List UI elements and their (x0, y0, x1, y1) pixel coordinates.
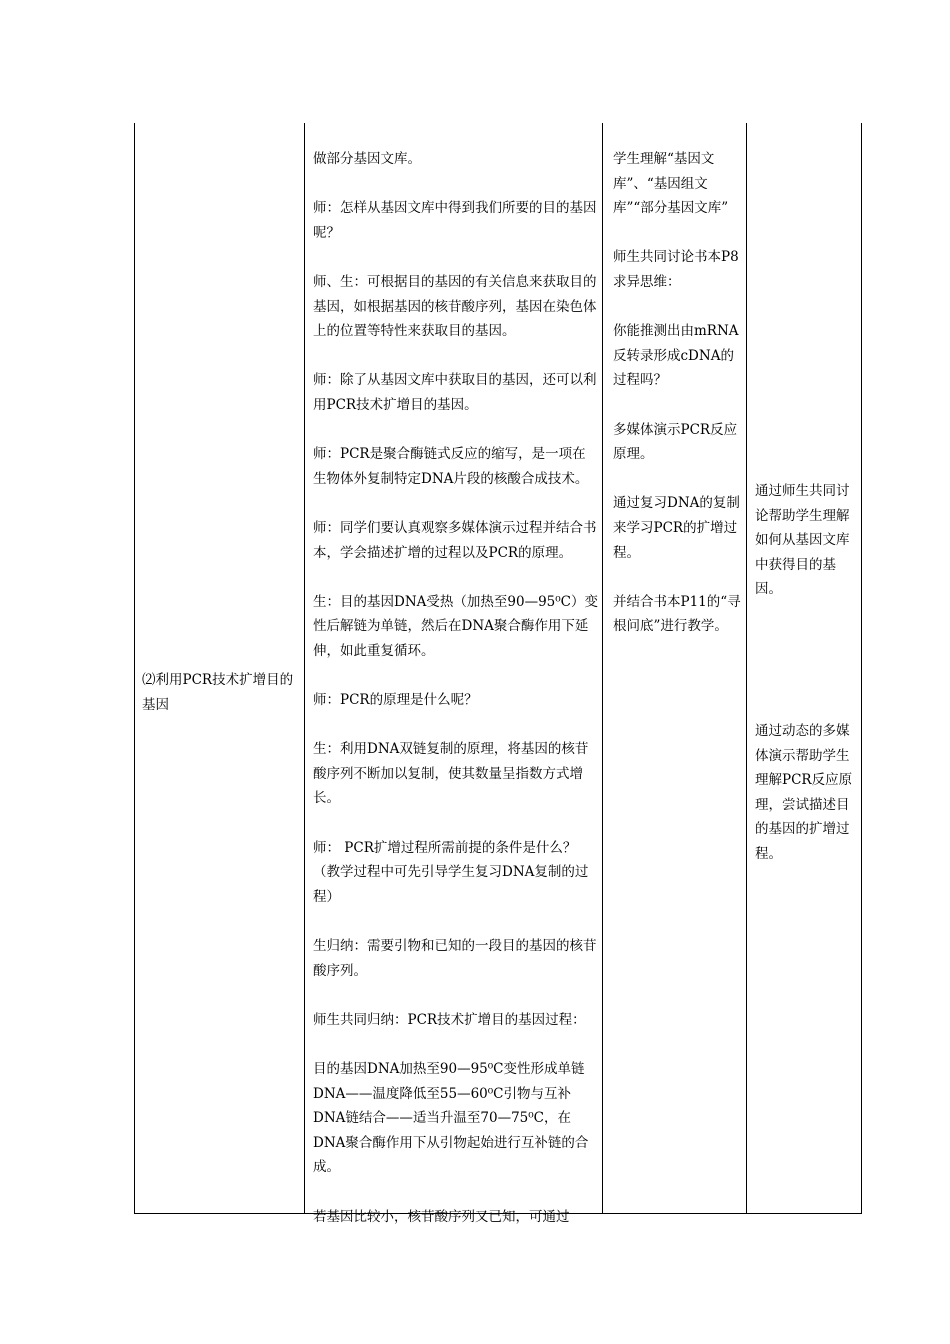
activity-paragraph: 你能推测出由mRNA反转录形成cDNA的过程吗？ (613, 323, 739, 389)
activity-paragraph: 并结合书本P11的“寻根问底”进行教学。 (613, 593, 741, 635)
process-paragraph: 师：同学们要认真观察多媒体演示过程并结合书本，学会描述扩增的过程以及PCR的原理。 (313, 519, 597, 561)
teaching-process-cell (313, 147, 598, 1254)
process-paragraph: 师：PCR是聚合酶链式反应的缩写，是一项在生物体外复制特定DNA片段的核酸合成技术。 (313, 446, 589, 487)
process-paragraph: 生：利用DNA双链复制的原理，将基因的核苷酸序列不断加以复制，使其数量呈指数方式增长。 (313, 741, 589, 807)
column-divider (602, 123, 603, 1213)
process-paragraph: 师：怎样从基因文库中得到我们所要的目的基因呢？ (313, 200, 597, 241)
process-paragraph: 做部分基因文库。 (313, 151, 421, 167)
activity-paragraph: 通过复习DNA的复制来学习PCR的扩增过程。 (613, 495, 740, 561)
section-label: ⑵利用PCR技术扩增目的基因 (142, 672, 294, 713)
lesson-plan-table (134, 123, 862, 1225)
column-divider (746, 123, 747, 1213)
process-paragraph: 生：目的基因DNA受热（加热至90—95⁰C）变性后解链为单链，然后在DNA聚合酶作用下延伸，如此重复循环。 (313, 593, 598, 659)
process-paragraph: 师、生：可根据目的基因的有关信息来获取目的基因，如根据基因的核苷酸序列，基因在染色体上的位置等特性来获取目的基因。 (313, 273, 597, 340)
design-intent-note (755, 719, 855, 867)
student-activity-cell (613, 147, 741, 663)
activity-paragraph: 多媒体演示PCR反应原理。 (613, 421, 738, 463)
process-paragraph: 生归纳：需要引物和已知的一段目的基因的核苷酸序列。 (313, 938, 597, 979)
design-intent-note (755, 479, 855, 602)
process-paragraph: 目的基因DNA加热至90—95⁰C变性形成单链DNA——温度降低至55—60⁰C引物与互补DNA链结合——适当升温至70—75⁰C，在DNA聚合酶作用下从引物起始进行互补链的合成。 (313, 1060, 589, 1176)
process-paragraph: 师：除了从基因文库中获取目的基因，还可以利用PCR技术扩增目的基因。 (313, 372, 597, 413)
intent-paragraph: 通过师生共同讨论帮助学生理解如何从基因文库中获得目的基因。 (755, 483, 850, 598)
activity-paragraph: 学生理解“基因文库”、“基因组文库”“部分基因文库” (613, 151, 729, 217)
process-paragraph: 若基因比较小，核苷酸序列又已知，可通过 (313, 1208, 570, 1225)
activity-paragraph: 师生共同讨论书本P8求异思维： (613, 249, 739, 290)
process-paragraph: 师： PCR扩增过程所需前提的条件是什么？（教学过程中可先引导学生复习DNA复制的过程） (313, 839, 589, 905)
process-paragraph: 师生共同归纳：PCR技术扩增目的基因过程： (313, 1011, 586, 1028)
column-divider (304, 123, 305, 1213)
process-paragraph: 师：PCR的原理是什么呢？ (313, 692, 478, 709)
intent-paragraph: 通过动态的多媒体演示帮助学生理解PCR反应原理，尝试描述目的基因的扩增过程。 (755, 723, 853, 862)
